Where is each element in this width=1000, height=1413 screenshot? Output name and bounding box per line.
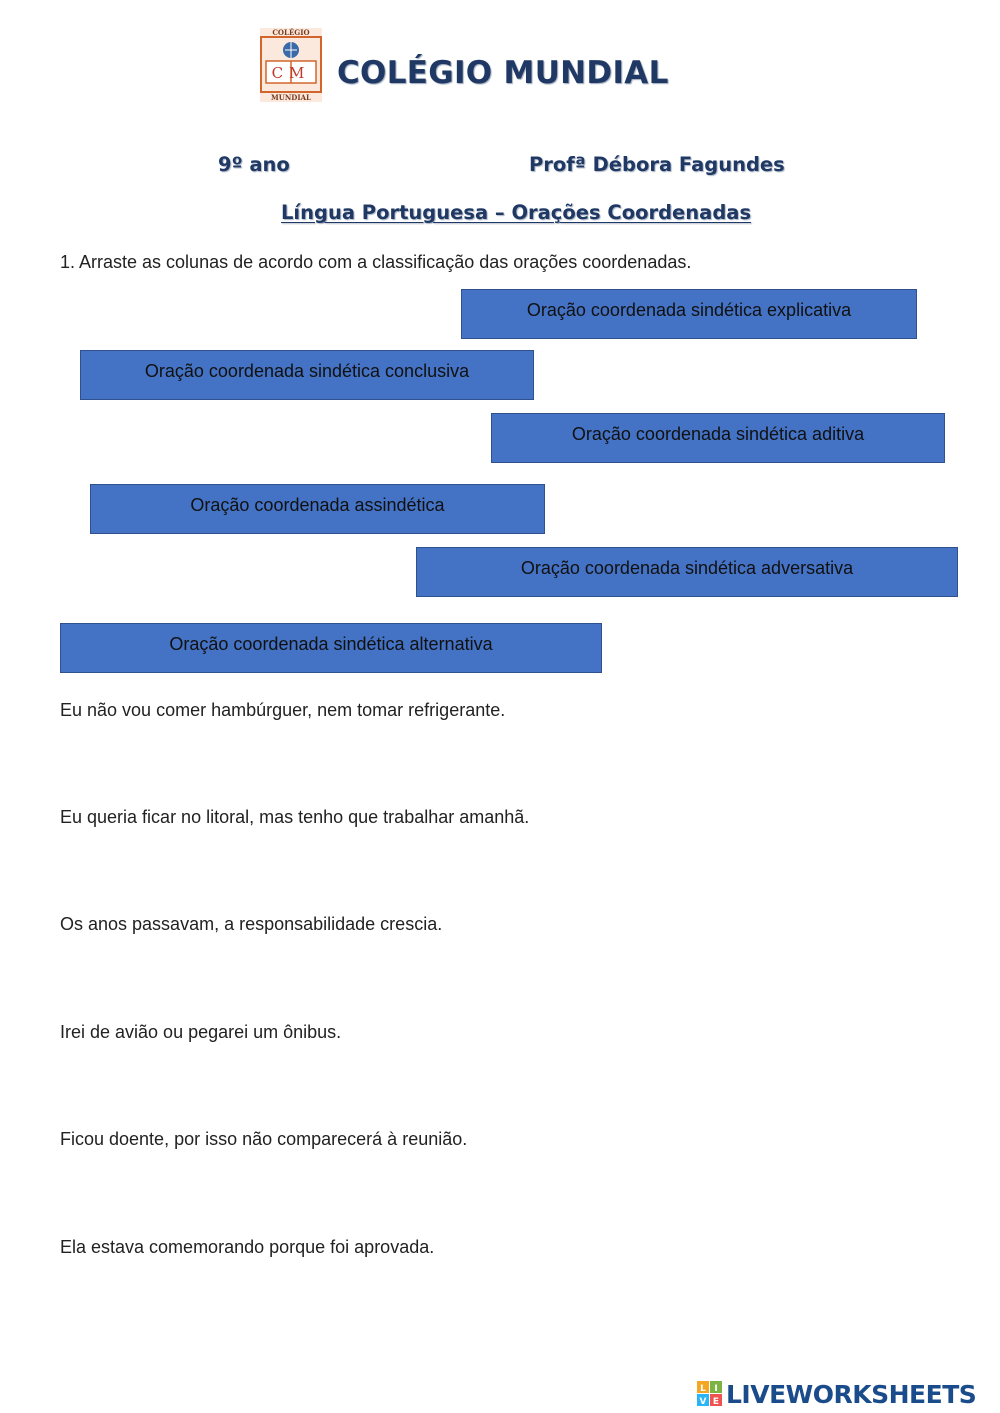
drag-option-conclusiva[interactable]: Oração coordenada sindética conclusiva	[80, 350, 534, 400]
drag-option-alternativa[interactable]: Oração coordenada sindética alternativa	[60, 623, 602, 673]
drag-option-aditiva[interactable]: Oração coordenada sindética aditiva	[491, 413, 945, 463]
sentence-1: Eu não vou comer hambúrguer, nem tomar refrigerante.	[60, 700, 506, 720]
liveworksheets-watermark	[697, 1378, 976, 1410]
instruction-text: 1. Arraste as colunas de acordo com a classificação das orações coordenadas.	[60, 252, 692, 272]
sentence-2: Eu queria ficar no litoral, mas tenho que trabalhar amanhã.	[60, 807, 530, 827]
logo-letter: L	[700, 1384, 706, 1394]
logo-letter: E	[712, 1397, 720, 1407]
logo-initials: CM	[271, 64, 311, 82]
logo-letter: V	[699, 1397, 707, 1407]
sentence-5: Ficou doente, por isso não comparecerá à reunião.	[60, 1129, 468, 1149]
teacher-name: Profª Débora Fagundes	[529, 153, 785, 176]
school-name: COLÉGIO MUNDIAL	[337, 55, 669, 91]
sentence-6: Ela estava comemorando porque foi aprovada.	[60, 1237, 435, 1257]
drag-option-explicativa[interactable]: Oração coordenada sindética explicativa	[461, 289, 917, 339]
logo-letter: I	[714, 1384, 718, 1394]
logo-top-text: COLÉGIO	[272, 28, 310, 37]
sentence-4: Irei de avião ou pegarei um ônibus.	[60, 1022, 342, 1042]
subject-title: Língua Portuguesa – Orações Coordenadas	[281, 201, 752, 224]
school-logo	[260, 28, 322, 102]
drag-option-adversativa[interactable]: Oração coordenada sindética adversativa	[416, 547, 958, 597]
sentence-3: Os anos passavam, a responsabilidade crescia.	[60, 914, 443, 934]
drag-option-assindetica[interactable]: Oração coordenada assindética	[90, 484, 545, 534]
logo-bottom-text: MUNDIAL	[271, 93, 311, 102]
watermark-text: LIVEWORKSHEETS	[726, 1379, 977, 1409]
grade-label: 9º ano	[218, 153, 290, 176]
liveworksheets-logo-icon	[697, 1381, 723, 1407]
